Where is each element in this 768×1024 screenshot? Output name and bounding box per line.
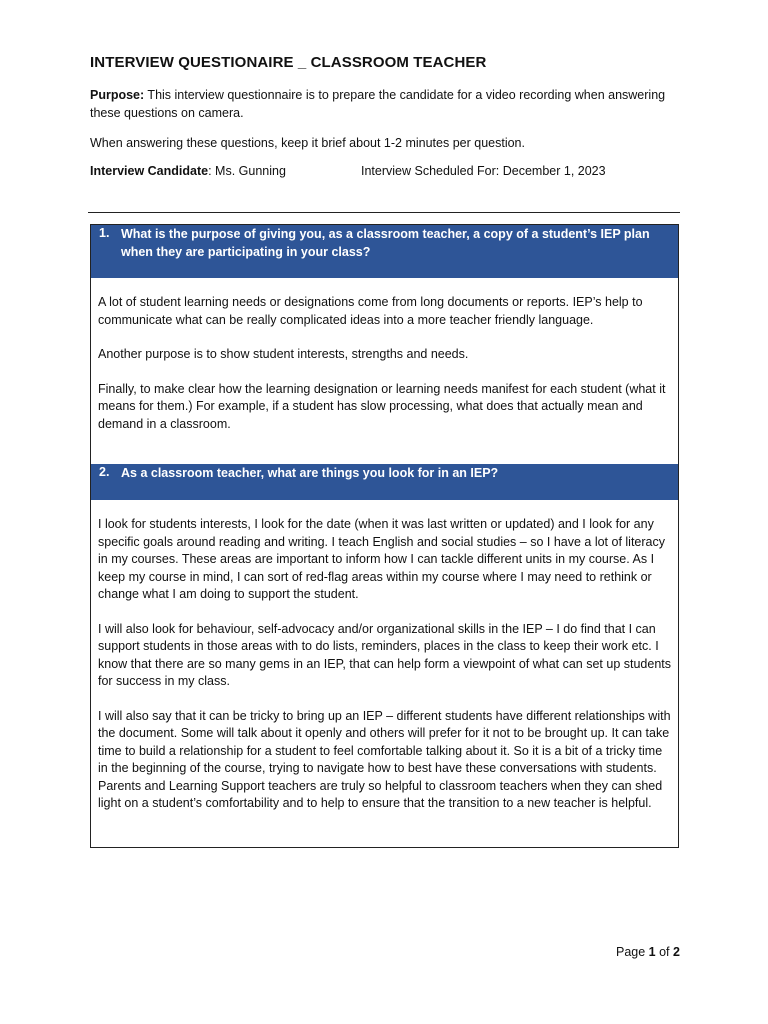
page-total: 2 [673,945,680,959]
answer-paragraph: Finally, to make clear how the learning designation or learning needs manifest for each student (what it means for them.) For example, if a student has slow processing, what does that actually mean and demand in a classroom. [98,381,666,431]
page-number [616,945,680,959]
question-2-text: As a classroom teacher, what are things you look for in an IEP? [121,466,499,480]
candidate-label: Interview Candidate [90,164,209,178]
questions-table [90,224,679,848]
purpose-label: Purpose: [90,88,145,102]
answer-paragraph: I will also say that it can be tricky to bring up an IEP – different students have different relationships with the document. Some will talk about it openly and others will prefer for it not to be brought up. It can take time to build a relationship for a student to feel comfortable talking about it. So it is a bit of a tricky time in the beginning of the course, trying to navigate how to best have these conversations with students. Parents and Learning Support teachers are truly so helpful to classroom teachers when they can shed light on a student’s comfortability and to help to ensure that the transition to a new teacher is helpful. [98,708,671,810]
purpose-paragraph [90,87,680,122]
question-2-answer [98,516,673,830]
candidate-info [90,164,286,178]
purpose-text: This interview questionnaire is to prepare the candidate for a video recording when answering these questions on camera. [90,88,666,120]
answer-paragraph: Another purpose is to show student interests, strengths and needs. [98,347,469,361]
page-label: Page [616,945,649,959]
question-1-number: 1. [99,226,110,240]
answer-paragraph: I will also look for behaviour, self-advocacy and/or organizational skills in the IEP – I do find that I can support students in those areas with to do lists, reminders, places in the class to keep their work etc. I know that there are so many gems in an IEP, that can help form a viewpoint of what can set up students for success in my class. [98,621,672,688]
candidate-name: : Ms. Gunning [208,164,286,178]
answer-paragraph: I look for students interests, I look for the date (when it was last written or updated) and I look for any specific goals around reading and writing. I teach English and social studies – so I have a lot of literacy in my courses. These areas are important to inform how I can tackle different units in my course. As I keep my course in mind, I can sort of red-flag areas within my course where I may need to rethink or change what I am doing to support the student. [98,517,665,601]
question-2-header [91,464,678,500]
scheduled-date: Interview Scheduled For: December 1, 2023 [361,164,606,178]
horizontal-divider [88,212,680,213]
question-1-text: What is the purpose of giving you, as a classroom teacher, a copy of a student’s IEP plan when they are participating in your class? [121,227,650,259]
page-current: 1 [648,945,656,959]
question-2-number: 2. [99,465,110,479]
brief-note: When answering these questions, keep it brief about 1-2 minutes per question. [90,136,525,150]
page-of: of [655,945,673,959]
answer-paragraph: A lot of student learning needs or designations come from long documents or reports. IEP’s help to communicate what can be really complicated ideas into a more teacher friendly language. [98,295,643,327]
document-title: INTERVIEW QUESTIONAIRE _ CLASSROOM TEACHER [90,54,487,71]
question-1-header [91,225,678,278]
question-1-answer [98,294,673,450]
